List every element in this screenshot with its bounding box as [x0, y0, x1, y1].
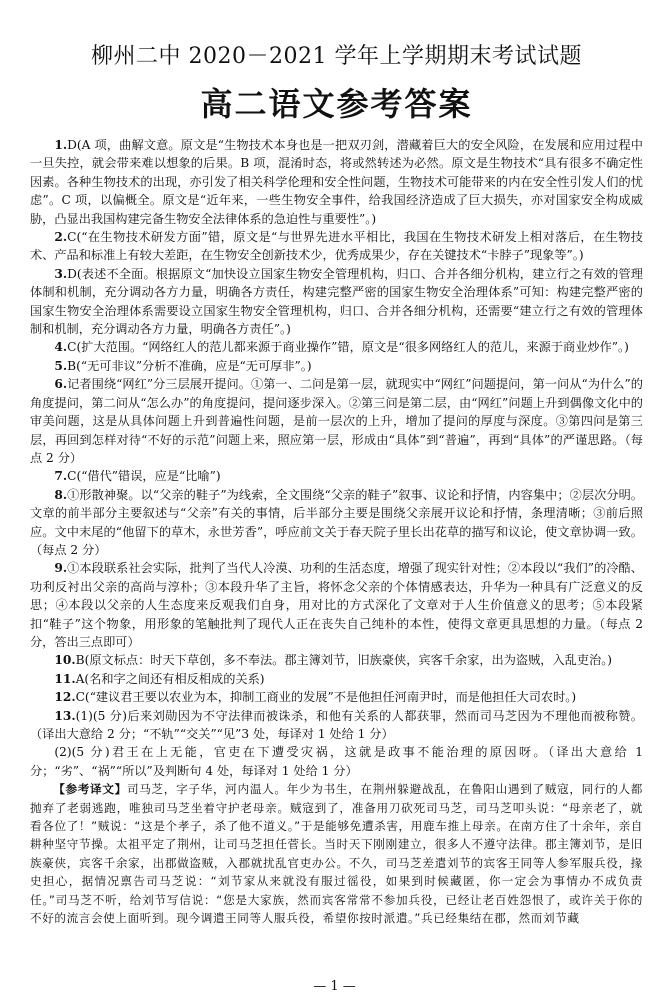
answer-item: 5.B(“无可非议”分析不准确，应是“无可厚非”。) — [54, 358, 312, 373]
answer-item: 6.记者围绕“网红”分三层展开提问。①第一、二问是第一层，就现实中“网红”问题提问，第一问从“为什么”的角度提问，第二问从“怎么办”的角度提问，提问逐步深入。②第三问是第二层，由“网红”问题上升到偶像文化中的审美问题，这是从具体问题上升到普遍性问题，是前一层次的上升，增加了提问的厚度与深度。③第四问是第三层，再回到怎样对待“不好的示范”问题上来，照应第一层，形成由“具体”到“普遍”，再到“具体”的严谨思路。（每点 2 分） — [30, 377, 643, 465]
answer-item: 1.D(A 项，曲解文意。原文是“生物技术本身也是一把双刃剑，潜藏着巨大的安全风险，在发展和应用过程中一旦失控，就会带来难以想象的后果。B 项，混淆时态，将或然转述为必然。原文是生物技术“具有很多不确定性因素。各种生物技术的出现，亦引发了相关科学伦理和安全性问题，生物技术可能带来的内在安全性引发人们的忧虑”。C 项，以偏概全。原文是“近年来，一些生物安全事件，给我国经济造成了巨大损失，亦对国家安全构成威胁，凸显出我国构建完备生物安全法律体系的急迫性与重要性”。) — [30, 138, 643, 226]
answer-item: (2)(5 分)君王在上无能，官吏在下遭受灾祸，这就是政事不能治理的原因呀。（译出大意给 1 分；“劣”、“祸”“所以”及判断句 4 处，每译对 1 处给 1 分） — [30, 745, 643, 778]
reference-translation — [30, 780, 643, 927]
answer-item: 7.C(“借代”错误，应是“比喻”) — [54, 469, 221, 484]
page-title: 高二语文参考答案 — [200, 85, 473, 123]
translation-label: 【参考译文】 — [53, 782, 127, 797]
answer-item: 12.C(“建议君王要以农业为本，抑制工商业的发展”不是他担任河南尹时，而是他担任大司农时。) — [54, 690, 577, 705]
answer-item: 13.(1)(5 分)后来刘勋因为不守法律而被诛杀，和他有关系的人都获罪，然而司马芝因为不理他而被称赞。（译出大意给 2 分；“不轨”“交关”“见”3 处，每译对 1 处给 1 分） — [30, 708, 643, 741]
translation-text: 司马芝，字子华，河内温人。年少为书生，在荆州躲避战乱，在鲁阳山遇到了贼寇，同行的人都抛弃了老弱逃跑，唯独司马芝坐着守护老母亲。贼寇到了，准备用刀砍死司马芝，司马芝叩头说：“母亲老了，就看各位了！”贼说：“这是个孝子，杀了他不道义。”于是能够免遭杀害，用鹿车推上母亲。在南方住了十余年，亲自耕种坚守节操。太祖平定了荆州，让司马芝担任菅长。当时天下刚刚建立，很多人不遵守法律。郡主簿刘节，是旧族豪侠，宾客千余家，出郡做盗贼，入郡就扰乱官吏办公。不久，司马芝差遣刘节的宾客王同等人参军服兵役，掾史担心，据情况禀告司马芝说：“刘节家从来就没有服过徭役，如果到时候藏匿，你一定会为事情办不成负责任。”司马芝不听，给刘节写信说：“您是大家族，然而宾客常常不参加兵役，已经让老百姓怨恨了，或许关于你的不好的流言会使上面听到。现今调遣王同等人服兵役，希望你按时派遣。”兵已经集结在郡，然而刘节藏 — [30, 782, 644, 926]
answer-item: 11.A(名和字之间还有相反相成的关系) — [54, 671, 265, 686]
answer-item: 3.D(表述不全面。根据原文“加快设立国家生物安全管理机构，归口、合并各细分机构，建立行之有效的管理体制和机制，充分调动各方力量，明确各方责任，构建完整严密的国家生物安全治理体系”可知：构建完整严密的国家生物安全治理体系需要设立国家生物安全管理机构，归口、合并各细分机构，还需要“建立行之有效的管理体制和机制，充分调动各方力量，明确各方责任”。) — [30, 266, 643, 337]
answer-item: 9.①本段联系社会实际，批判了当代人冷漠、功利的生活态度，增强了现实针对性；②本段以“我们”的冷酷、功利反衬出父亲的高尚与淳朴；③本段升华了主旨，将怀念父亲的个体情感表达，升华为一种具有广泛意义的反思；④本段以父亲的人生态度来反观我们自身，用对比的方式深化了文章对于人生价值意义的思考；⑤本段紧扣“鞋子”这个物象，用形象的笔触批判了现代人正在丧失自己纯朴的本性，使得文章更具思想的力量。（每点 2 分，答出三点即可） — [30, 561, 643, 649]
answer-item: 2.C(“在生物技术研发方面”错，原文是“与世界先进水平相比，我国在生物技术研发上相对落后，在生物技术、产品和标准上有较大差距，在生物安全创新技术少，优秀成果少，存在关键技术“卡脖子”现象等”。) — [30, 230, 643, 263]
answer-item: 4.C(扩大范围。“网络红人的范儿都来源于商业操作”错，原文是“很多网络红人的范儿，来源于商业炒作”。) — [54, 340, 629, 355]
answer-body — [30, 136, 643, 927]
answer-item: 10.B(原文标点：时天下草创，多不奉法。郡主簿刘节，旧族豪侠，宾客千余家，出为盗贼，入乱吏治。) — [54, 653, 613, 668]
answer-item: 8.①形散神聚。以“父亲的鞋子”为线索，全文围绕“父亲的鞋子”叙事、议论和抒情，内容集中；②层次分明。文章的前半部分主要叙述与“父亲”有关的事情，后半部分主要是围绕父亲展开议论和抒情，条理清晰；③前后照应。文中末尾的“他留下的草木，永世芳香”，呼应前文关于春天院子里长出花草的描写和议论，使文章协调一致。（每点 2 分） — [30, 487, 643, 557]
page-number: — 1 — — [313, 979, 356, 994]
answer-sheet-page — [0, 44, 669, 1004]
exam-header: 柳州二中 2020－2021 学年上学期期末考试试题 — [91, 44, 582, 69]
